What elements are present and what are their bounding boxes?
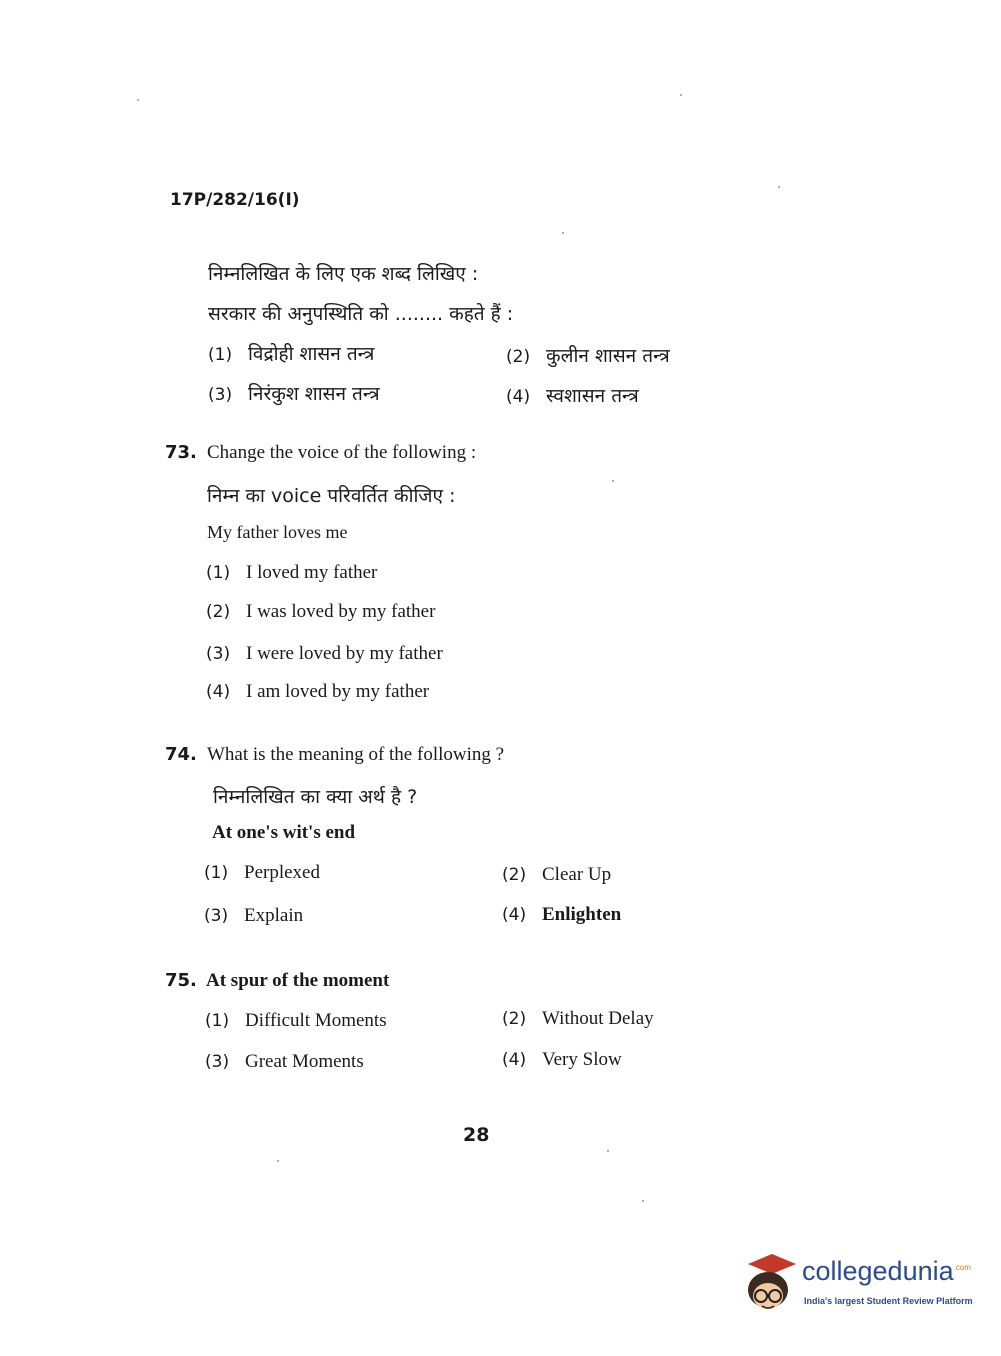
option-number: (4) <box>506 387 531 407</box>
option-text: निरंकुश शासन तन्त्र <box>248 383 380 405</box>
q74-option-3 <box>204 905 303 927</box>
q75-option-4 <box>502 1049 622 1071</box>
q73-option-4 <box>206 681 429 703</box>
q73-option-3 <box>206 643 443 665</box>
q73-option-1 <box>206 562 377 584</box>
option-number: (3) <box>204 906 229 926</box>
option-text: Great Moments <box>245 1051 364 1072</box>
logo-wordmark <box>802 1256 971 1287</box>
mascot-icon <box>742 1250 800 1316</box>
option-number: (3) <box>205 1052 230 1072</box>
option-number: (2) <box>502 865 527 885</box>
collegedunia-logo[interactable] <box>742 1250 982 1320</box>
option-number: (1) <box>205 1011 230 1031</box>
option-text: Very Slow <box>542 1049 622 1070</box>
option-text: Clear Up <box>542 864 612 885</box>
q72-option-1 <box>208 340 374 366</box>
option-number: (3) <box>206 644 231 664</box>
q73-question-hi: निम्न का voice परिवर्तित कीजिए : <box>207 485 456 507</box>
option-number: (1) <box>204 863 229 883</box>
option-number: (1) <box>208 345 233 365</box>
speck <box>137 99 139 101</box>
logo-suffix: .com <box>953 1263 971 1272</box>
option-text: स्वशासन तन्त्र <box>546 385 639 407</box>
q73-number: 73. <box>165 442 197 463</box>
q73-question-en: Change the voice of the following : <box>207 442 477 463</box>
speck <box>607 1150 609 1152</box>
q74-number: 74. <box>165 744 197 765</box>
speck <box>562 232 564 234</box>
option-number: (4) <box>206 682 231 702</box>
option-text: विद्रोही शासन तन्त्र <box>248 343 375 365</box>
q72-option-2 <box>506 342 670 368</box>
option-number: (2) <box>206 602 231 622</box>
q72-statement: सरकार की अनुपस्थिति को ........ कहते हैं : <box>208 303 514 325</box>
option-number: (2) <box>502 1009 527 1029</box>
option-text: I was loved by my father <box>246 601 436 622</box>
paper-code: 17P/282/16(I) <box>170 190 300 210</box>
speck <box>612 480 614 482</box>
q72-instruction: निम्नलिखित के लिए एक शब्द लिखिए : <box>208 263 479 285</box>
q72-option-3 <box>208 380 380 406</box>
q75-option-2 <box>502 1008 654 1030</box>
option-number: (1) <box>206 563 231 583</box>
page-number: 28 <box>463 1124 490 1146</box>
option-text: Perplexed <box>244 862 320 883</box>
option-text: Difficult Moments <box>245 1010 387 1031</box>
q75-option-3 <box>205 1051 364 1073</box>
option-text: Without Delay <box>542 1008 654 1029</box>
option-number: (4) <box>502 905 527 925</box>
q75-phrase: At spur of the moment <box>206 970 390 991</box>
q74-option-1 <box>204 862 320 884</box>
option-number: (3) <box>208 385 233 405</box>
speck <box>680 94 682 96</box>
q74-question-hi: निम्नलिखित का क्या अर्थ है ? <box>213 786 418 808</box>
q73-sentence: My father loves me <box>207 522 348 542</box>
option-text: I were loved by my father <box>246 643 443 664</box>
q75-number: 75. <box>165 970 197 991</box>
q75-option-1 <box>205 1010 387 1032</box>
option-number: (2) <box>506 347 531 367</box>
speck <box>277 1160 279 1162</box>
speck <box>642 1200 644 1202</box>
logo-name: collegedunia <box>802 1256 954 1286</box>
option-text: I am loved by my father <box>246 681 430 702</box>
speck <box>778 186 780 188</box>
q73-option-2 <box>206 601 435 623</box>
q74-option-2 <box>502 864 611 886</box>
option-text: I loved my father <box>246 562 378 583</box>
q74-phrase: At one's wit's end <box>212 822 356 843</box>
option-text: कुलीन शासन तन्त्र <box>546 345 670 367</box>
option-text: Explain <box>244 905 304 926</box>
q72-option-4 <box>506 382 639 408</box>
option-text: Enlighten <box>542 904 622 925</box>
logo-tagline: India's largest Student Review Platform <box>804 1296 973 1306</box>
option-number: (4) <box>502 1050 527 1070</box>
q74-option-4 <box>502 904 621 926</box>
q74-question-en: What is the meaning of the following ? <box>207 744 505 765</box>
